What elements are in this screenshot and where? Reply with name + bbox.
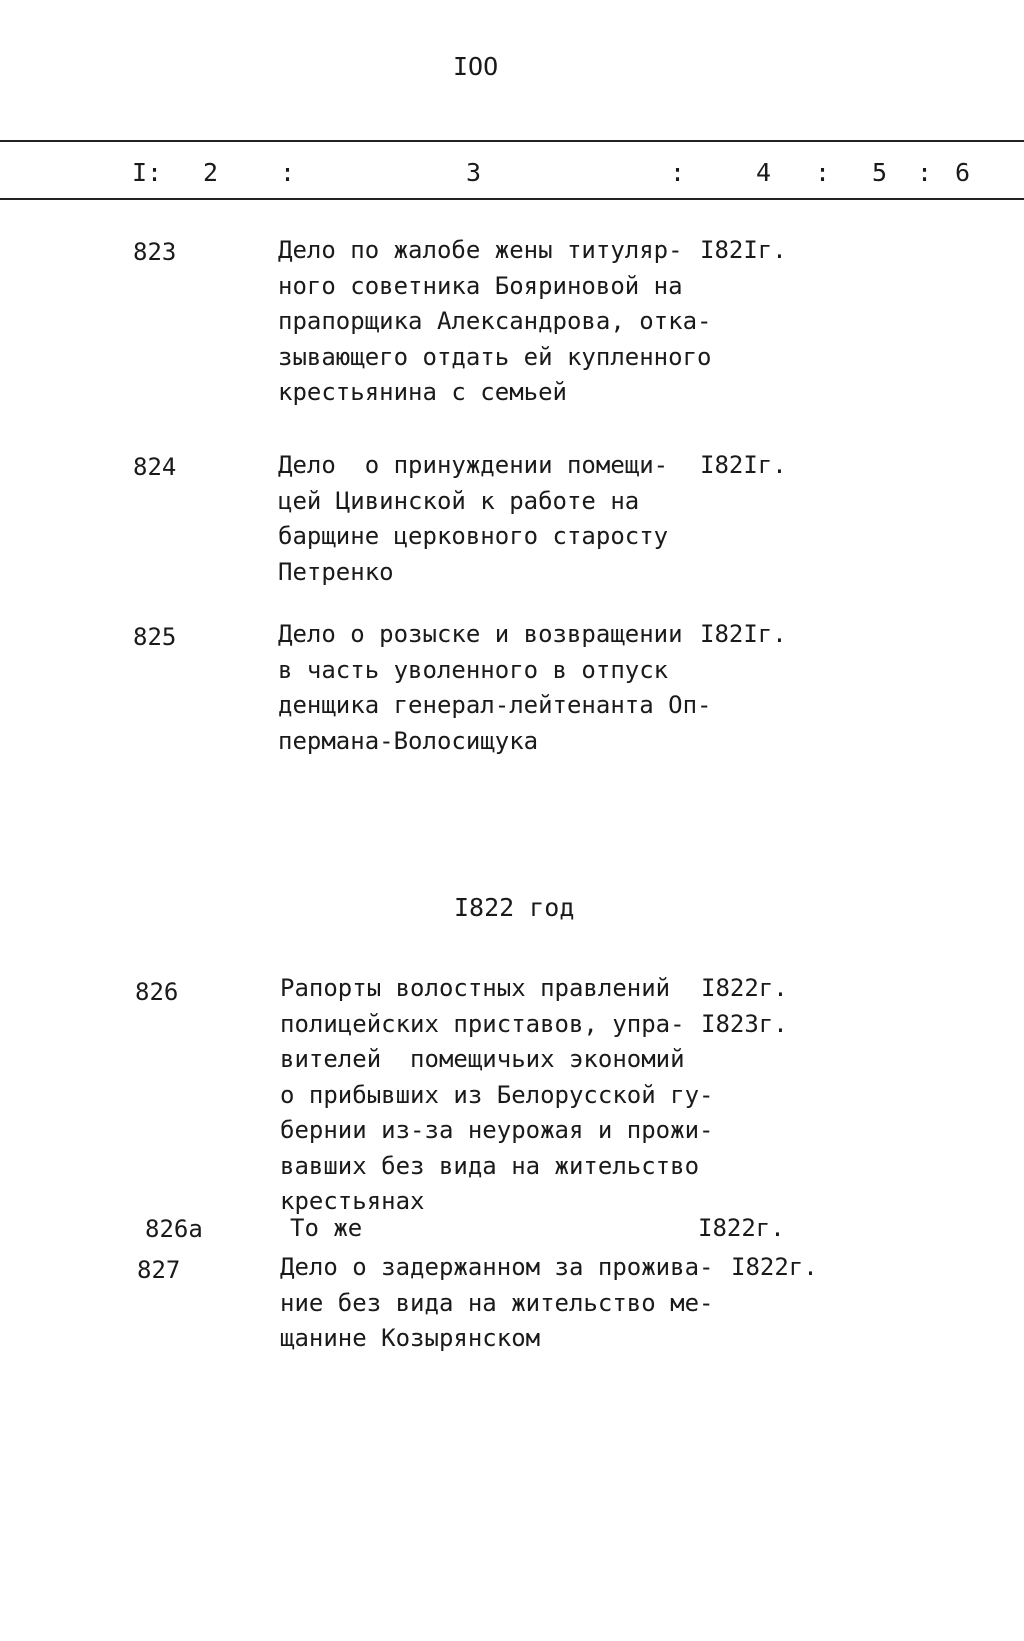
column-header-6: 6: [955, 158, 971, 187]
entry-number: 826а: [145, 1215, 203, 1243]
entry-description: То же: [290, 1214, 363, 1242]
column-header-3: 3: [466, 158, 482, 187]
entry-number: 824: [133, 453, 177, 481]
entry-date: I822г.: [731, 1253, 818, 1281]
entry-description: Дело о задержанном за прожива- ние без вида на жительство ме- щанине Козырянском: [280, 1253, 714, 1352]
column-separator: :: [917, 158, 933, 187]
column-separator: :: [280, 158, 296, 187]
entry-date: I822г.: [698, 1214, 785, 1242]
header-top-rule: [0, 140, 1024, 142]
column-header-4: 4: [756, 158, 772, 187]
entry-number: 827: [137, 1256, 181, 1284]
header-bottom-rule: [0, 198, 1024, 200]
entry-date: I82Iг.: [700, 236, 787, 264]
entry-number: 825: [133, 623, 177, 651]
column-separator: :: [670, 158, 686, 187]
entry-description: Дело о розыске и возвращении в часть уволенного в отпуск денщика генерал-лейтенанта Оп- пермана-Волосищука: [278, 620, 712, 755]
entry-number: 826: [135, 978, 179, 1006]
entry-date: I822г. I823г.: [701, 974, 788, 1038]
column-header-1: I:: [132, 158, 163, 187]
entry-date: I82Iг.: [700, 620, 787, 648]
column-separator: :: [815, 158, 831, 187]
entry-description: Дело по жалобе жены титуляр- ного советника Бояриновой на прапорщика Александрова, отка- зывающего отдать ей купленного крестьянина с семьей: [278, 236, 712, 406]
column-header-2: 2: [203, 158, 219, 187]
entry-description: Дело о принуждении помещи- цей Цивинской к работе на барщине церковного старосту Петренко: [278, 451, 669, 586]
entry-number: 823: [133, 238, 177, 266]
page-number: IOO: [453, 52, 499, 81]
entry-date: I82Iг.: [700, 451, 787, 479]
year-heading: I822 год: [454, 893, 575, 922]
entry-description: Рапорты волостных правлений полицейских приставов, упра- вителей помещичьих экономий о прибывших из Белорусской гу- бернии из-за неурожая и прожи- вавших без вида на жительство крестьянах: [280, 974, 714, 1215]
column-header-5: 5: [872, 158, 888, 187]
